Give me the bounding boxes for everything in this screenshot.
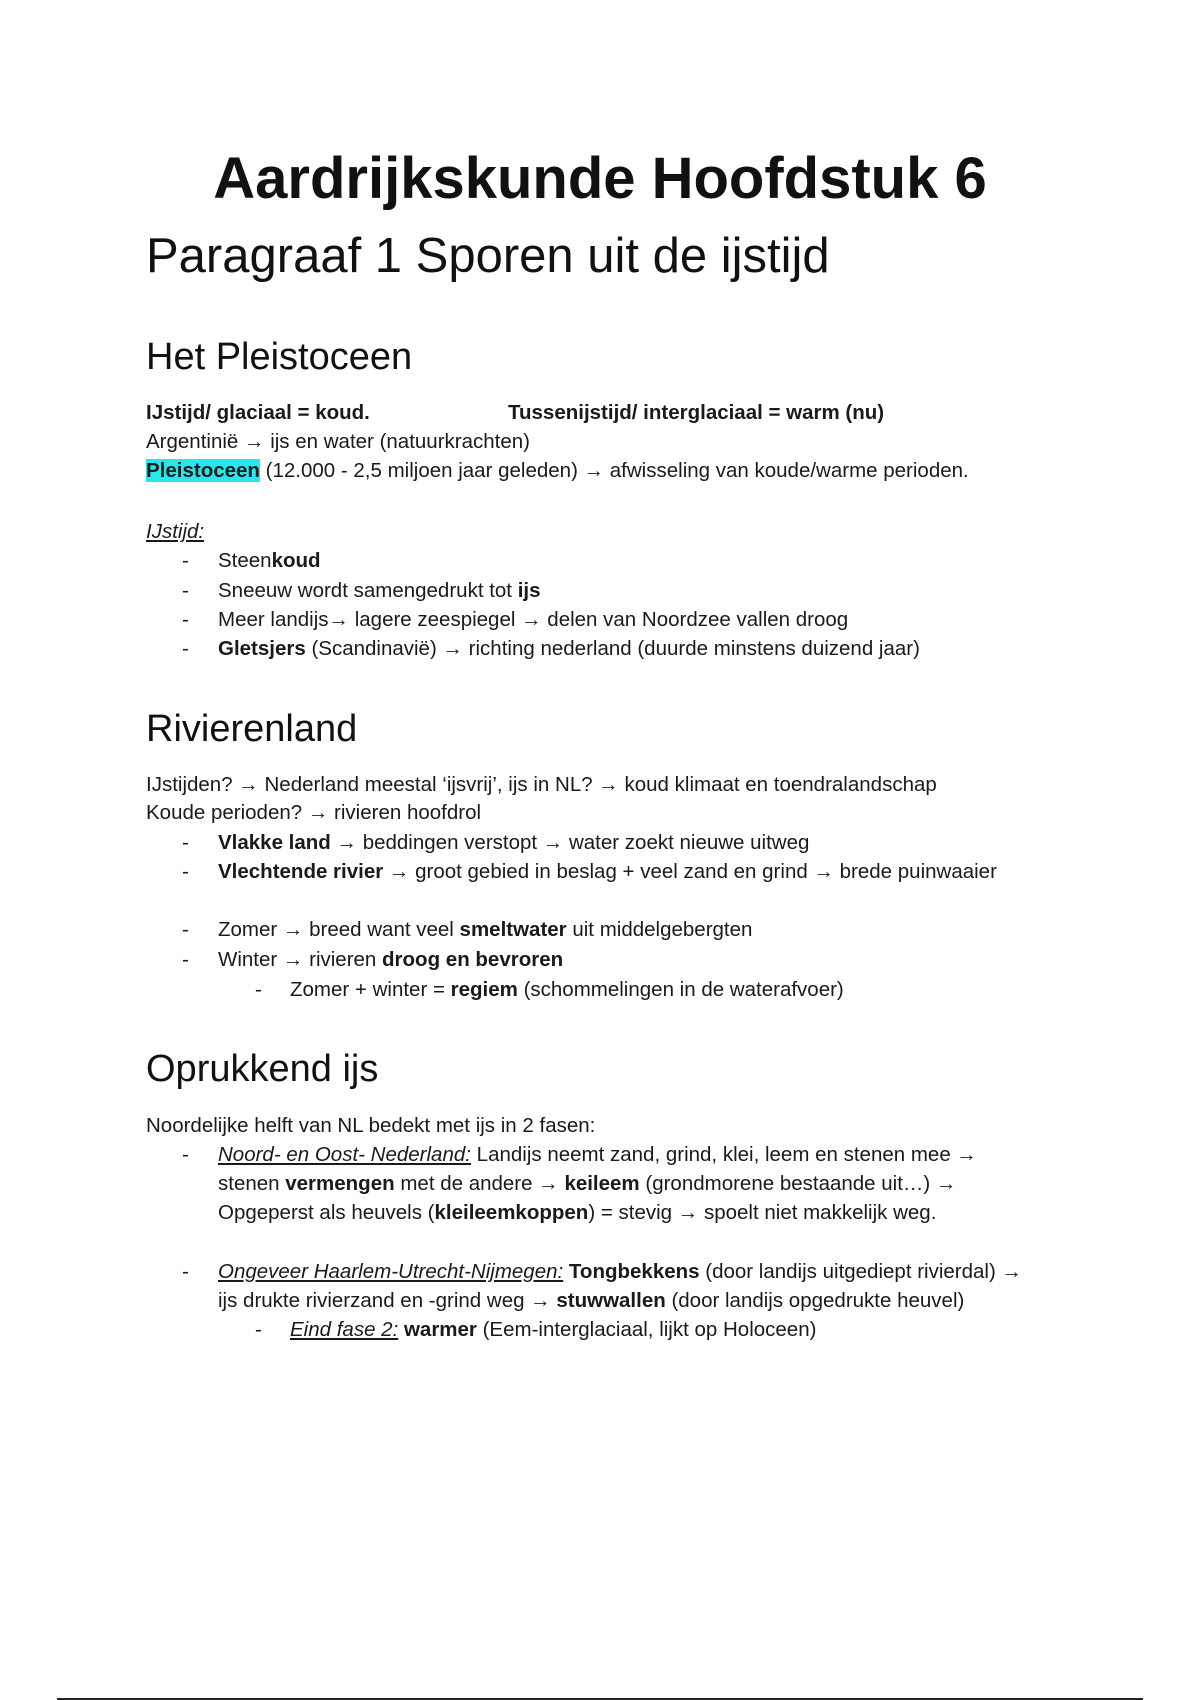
bullet-dash: - — [182, 948, 189, 971]
list-item — [218, 1258, 1022, 1286]
pleistoceen-highlight: Pleistoceen — [146, 459, 260, 482]
pleistoceen-line-rest: (12.000 - 2,5 miljoen jaar geleden) → afwisseling van koude/warme perioden. — [259, 459, 969, 482]
glaciaal-line — [146, 399, 370, 427]
paragraph-title: Paragraaf 1 Sporen uit de ijstijd — [146, 229, 830, 283]
list-item-text: stenen — [218, 1172, 286, 1195]
list-item — [218, 1141, 977, 1169]
list-item-label: Eind fase 2: — [290, 1318, 399, 1341]
ijstijd-label: IJstijd: — [146, 520, 205, 543]
interglaciaal-line — [508, 399, 884, 427]
list-item-bold: Gletsjers — [218, 637, 306, 660]
list-item — [218, 916, 752, 944]
oprukkend-intro: Noordelijke helft van NL bedekt met ijs in 2 fasen: — [146, 1114, 596, 1137]
list-item-text: → groot gebied in beslag + veel zand en grind → brede puinwaaier — [383, 860, 997, 883]
list-item-text: uit middelgebergten — [566, 918, 753, 941]
list-item-continuation — [218, 1199, 936, 1227]
bullet-dash: - — [182, 1260, 189, 1283]
list-item-text: Winter → rivieren — [218, 948, 383, 971]
list-item-text: met de andere → — [394, 1172, 565, 1195]
list-item-continuation — [218, 1287, 964, 1315]
list-item — [218, 547, 321, 575]
rivierenland-line-2: Koude perioden? → rivieren hoofdrol — [146, 801, 482, 824]
list-item-text: Sneeuw wordt samengedrukt tot — [218, 579, 518, 602]
bullet-dash: - — [182, 608, 189, 631]
argentinie-line: Argentinië → ijs en water (natuurkrachten) — [146, 430, 530, 453]
sub-bullet-dash: - — [255, 1318, 262, 1341]
sub-list-item — [290, 976, 844, 1004]
list-item-text: (door landijs opgedrukte heuvel) — [665, 1289, 965, 1312]
list-item-bold: smeltwater — [459, 918, 567, 941]
list-item-bold: keileem — [564, 1172, 640, 1195]
section-heading-pleistoceen: Het Pleistoceen — [146, 336, 413, 378]
list-item-label: Ongeveer Haarlem-Utrecht-Nijmegen: — [218, 1260, 564, 1283]
list-item-text: (door landijs uitgediept rivierdal) → — [699, 1260, 1023, 1283]
list-item-bold: vermengen — [285, 1172, 395, 1195]
list-item — [218, 946, 563, 974]
list-item-text: Meer landijs→ lagere zeespiegel → delen van Noordzee vallen droog — [218, 608, 849, 631]
bullet-dash: - — [182, 831, 189, 854]
interglaciaal-definition: Tussenijstijd/ interglaciaal = warm (nu) — [508, 401, 885, 424]
glaciaal-definition: IJstijd/ glaciaal = koud. — [146, 401, 370, 424]
list-item-text: Steen — [218, 549, 272, 572]
list-item — [218, 635, 920, 663]
list-item — [218, 606, 848, 634]
rivierenland-line-1: IJstijden? → Nederland meestal ‘ijsvrij’, ijs in NL? → koud klimaat en toendralandschap — [146, 773, 937, 796]
list-item-bold: Vlechtende rivier — [218, 860, 384, 883]
list-item-text: ) = stevig → spoelt niet makkelijk weg. — [588, 1201, 937, 1224]
list-item-text: Zomer → breed want veel — [218, 918, 460, 941]
list-item-bold: Tongbekkens — [568, 1260, 700, 1283]
list-item-bold: Vlakke land — [218, 831, 331, 854]
list-item-text: (Scandinavië) → richting nederland (duurde minstens duizend jaar) — [305, 637, 920, 660]
list-item — [218, 829, 809, 857]
list-item-bold: regiem — [450, 978, 518, 1001]
list-item-continuation — [218, 1170, 956, 1198]
list-item-bold: stuwwallen — [556, 1289, 666, 1312]
list-item-text: Landijs neemt zand, grind, klei, leem en stenen mee → — [470, 1143, 977, 1166]
list-item-text: (Eem-interglaciaal, lijkt op Holoceen) — [476, 1318, 817, 1341]
list-item — [218, 858, 997, 886]
list-item-text: ijs drukte rivierzand en -grind weg → — [218, 1289, 557, 1312]
sub-bullet-dash: - — [255, 978, 262, 1001]
page-title: Aardrijkskunde Hoofdstuk 6 — [213, 146, 987, 211]
bullet-dash: - — [182, 860, 189, 883]
list-item-bold: koud — [271, 549, 321, 572]
ijstijd-label-line — [146, 518, 204, 546]
list-item-bold: ijs — [517, 579, 541, 602]
bullet-dash: - — [182, 1143, 189, 1166]
list-item-bold: kleileemkoppen — [434, 1201, 589, 1224]
list-item-text: Opgeperst als heuvels ( — [218, 1201, 435, 1224]
sub-list-item — [290, 1316, 816, 1344]
list-item-text: → beddingen verstopt → water zoekt nieuwe uitweg — [330, 831, 810, 854]
list-item-label: Noord- en Oost- Nederland: — [218, 1143, 471, 1166]
list-item-text: Zomer + winter = — [290, 978, 451, 1001]
list-item — [218, 577, 541, 605]
section-heading-rivierenland: Rivierenland — [146, 708, 358, 750]
list-item-bold: droog en bevroren — [382, 948, 564, 971]
bullet-dash: - — [182, 579, 189, 602]
list-item-text: (schommelingen in de waterafvoer) — [517, 978, 844, 1001]
pleistoceen-line — [146, 457, 969, 485]
bullet-dash: - — [182, 637, 189, 660]
section-heading-oprukkend-ijs: Oprukkend ijs — [146, 1048, 379, 1090]
list-item-text: (grondmorene bestaande uit…) → — [639, 1172, 957, 1195]
bullet-dash: - — [182, 918, 189, 941]
bullet-dash: - — [182, 549, 189, 572]
list-item-bold: warmer — [403, 1318, 477, 1341]
